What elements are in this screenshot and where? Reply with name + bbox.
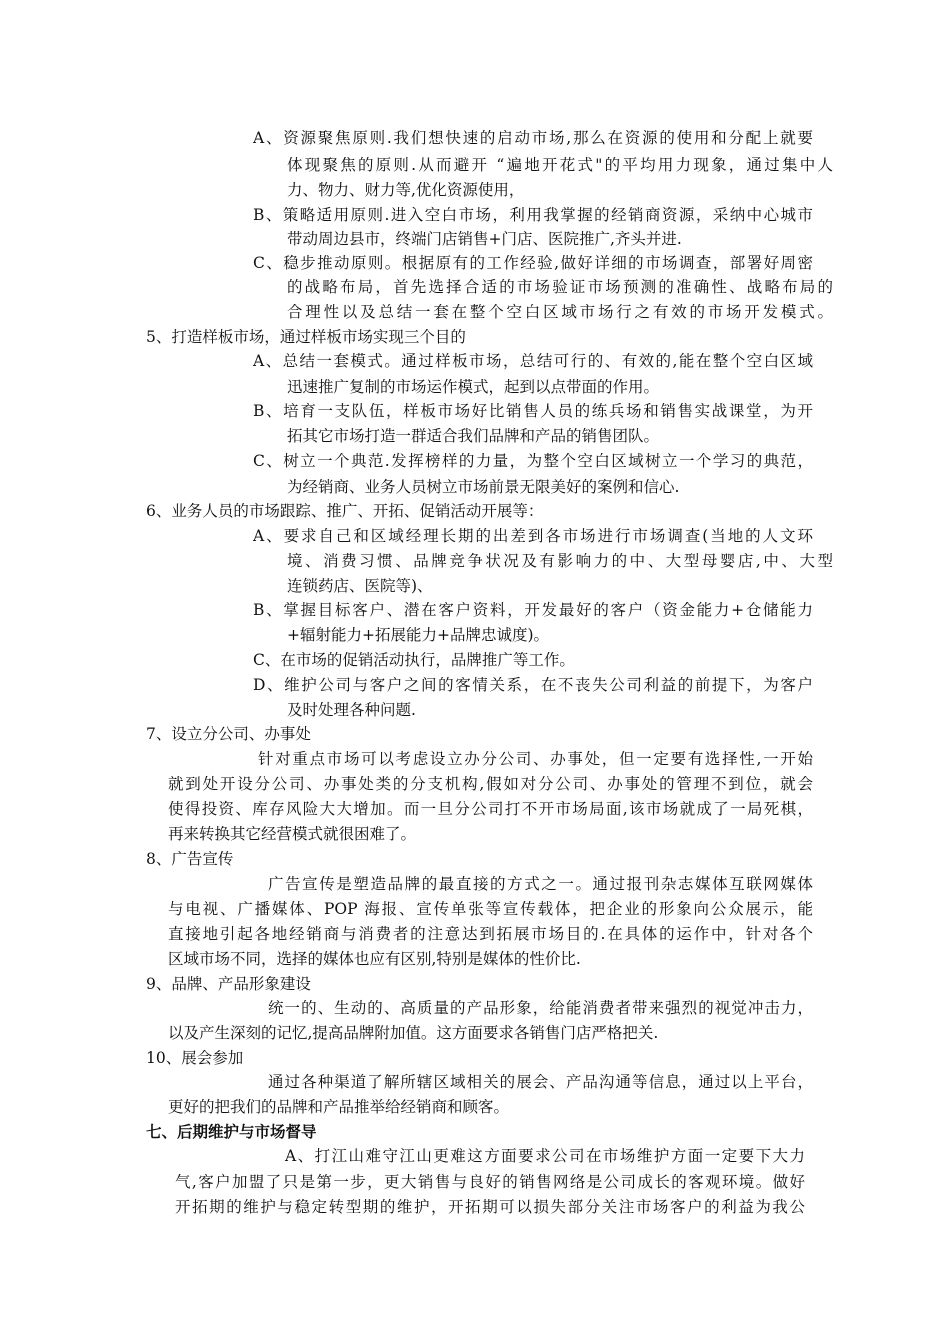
text-line: C、稳步推动原则。根据原有的工作经验,做好详细的市场调查，部署好周密 (253, 254, 813, 272)
text-line: 力、物力、财力等,优化资源使用， (287, 181, 525, 199)
text-line: A、资源聚焦原则.我们想快速的启动市场,那么在资源的使用和分配上就要 (253, 129, 813, 147)
text-line: 8、广告宣传 (146, 850, 234, 868)
text-line: 6、业务人员的市场跟踪、推广、开拓、促销活动开展等： (146, 502, 544, 520)
text-line: 通过各种渠道了解所辖区域相关的展会、产品沟通等信息，通过以上平台， (268, 1073, 813, 1091)
text-line: 使得投资、库存风险大大增加。而一旦分公司打不开市场局面,该市场就成了一局死棋， (168, 800, 813, 818)
text-line: 区域市场不同，选择的媒体也应有区别,特别是媒体的性价比. (168, 950, 581, 968)
text-line: 再来转换其它经营模式就很困难了。 (168, 825, 417, 843)
text-line: 7、设立分公司、办事处 (146, 725, 311, 743)
text-line: 体现聚焦的原则.从而避开 “遍地开花式"的平均用力现象，通过集中人 (287, 156, 833, 174)
text-line: C、在市场的促销活动执行，品牌推广等工作。 (253, 651, 575, 669)
text-line: 气,客户加盟了只是第一步，更大销售与良好的销售网络是公司成长的客观环境。做好 (175, 1173, 805, 1191)
text-line: 9、品牌、产品形象建设 (146, 975, 311, 993)
text-line: D、维护公司与客户之间的客情关系，在不丧失公司利益的前提下，为客户 (253, 676, 813, 694)
text-line: 境、消费习惯、品牌竞争状况及有影响力的中、大型母婴店,中、大型 (287, 552, 833, 570)
text-line: 合理性以及总结一套在整个空白区域市场行之有效的市场开发模式。 (287, 303, 833, 321)
text-line: B、策略适用原则.进入空白市场，利用我掌握的经销商资源，采纳中心城市 (253, 206, 813, 224)
text-line: 10、展会参加 (146, 1049, 244, 1067)
text-line: 就到处开设分公司、办事处类的分支机构,假如对分公司、办事处的管理不到位，就会 (168, 775, 813, 793)
text-line: 广告宣传是塑造品牌的最直接的方式之一。通过报刊杂志媒体互联网媒体 (268, 875, 813, 893)
text-line: B、培育一支队伍，样板市场好比销售人员的练兵场和销售实战课堂，为开 (253, 402, 813, 420)
text-line: A、打江山难守江山更难这方面要求公司在市场维护方面一定要下大力 (285, 1147, 805, 1165)
text-line: 为经销商、业务人员树立市场前景无限美好的案例和信心. (287, 478, 680, 496)
text-line: 七、后期维护与市场督导 (146, 1122, 317, 1141)
text-line: 与电视、广播媒体、POP 海报、宣传单张等宣传载体，把企业的形象向公众展示，能 (168, 900, 813, 918)
text-line: 更好的把我们的品牌和产品推举给经销商和顾客。 (168, 1098, 510, 1116)
text-line: +辐射能力+拓展能力+品牌忠诚度)。 (287, 626, 550, 644)
text-line: B、掌握目标客户、潜在客户资料，开发最好的客户（资金能力+仓储能力 (253, 601, 813, 619)
text-line: 统一的、生动的、高质量的产品形象，给能消费者带来强烈的视觉冲击力， (268, 999, 813, 1017)
text-line: 开拓期的维护与稳定转型期的维护，开拓期可以损失部分关注市场客户的利益为我公 (175, 1198, 805, 1216)
text-line: 及时处理各种问题. (287, 701, 416, 719)
text-line: 拓其它市场打造一群适合我们品牌和产品的销售团队。 (287, 427, 660, 445)
text-line: 以及产生深刻的记忆,提高品牌附加值。这方面要求各销售门店严格把关. (168, 1024, 659, 1042)
text-line: 连锁药店、医院等)、 (287, 577, 433, 595)
text-line: 的战略布局，首先选择合适的市场验证市场预测的准确性、战略布局的 (287, 278, 833, 296)
text-line: 直接地引起各地经销商与消费者的注意达到拓展市场目的.在具体的运作中，针对各个 (168, 925, 813, 943)
text-line: A、总结一套模式。通过样板市场，总结可行的、有效的,能在整个空白区域 (253, 352, 813, 370)
text-line: 迅速推广复制的市场运作模式，起到以点带面的作用。 (287, 378, 660, 396)
text-line: 带动周边县市，终端门店销售+门店、医院推广,齐头并进. (287, 230, 682, 248)
text-line: C、树立一个典范.发挥榜样的力量，为整个空白区域树立一个学习的典范， (253, 452, 813, 470)
text-line: A、要求自己和区域经理长期的出差到各市场进行市场调查(当地的人文环 (253, 527, 813, 545)
text-line: 5、打造样板市场，通过样板市场实现三个目的 (146, 328, 466, 346)
text-line: 针对重点市场可以考虑设立办分公司、办事处，但一定要有选择性,一开始 (258, 750, 813, 768)
